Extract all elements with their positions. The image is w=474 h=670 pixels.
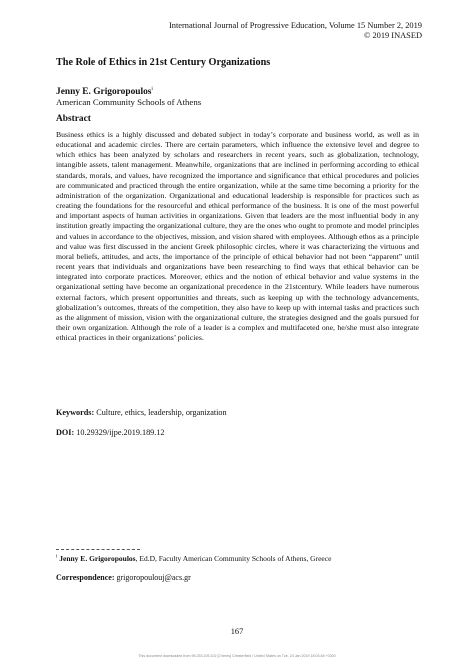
author-line [56, 86, 153, 97]
author-affiliation: American Community Schools of Athens [56, 97, 202, 107]
abstract-heading: Abstract [56, 114, 91, 124]
doi-label: DOI: [56, 428, 75, 437]
author-footnote-marker: i [151, 86, 153, 92]
correspondence-email[interactable]: grigoropoulouj@acs.gr [116, 573, 191, 582]
abstract-text: Business ethics is a highly discussed and debated subject in today’s corporate and business world, as well as in educational and academic circles. There are certain parameters, which influence the extensive level and degree to which ethics has been analyzed by scholars and researchers in recent years, such as globalization, technology, intangible assets, talent management. Meanwhile, organizations that are inclined in performing according to ethical standards, morals, and values, have recognized the importance and significance that ethical procedures and policies are communicated and practiced through the entire organization, while at the same time becoming a priority for the administration of the organization. Organizational and educational leadership is responsible for practices such as creating the foundations for the resourceful and ethical performance of the business. It is one of the most powerful and important aspects of human activities in organizations. Given that leaders are the most influential body in any institution greatly impacting the organizational culture, they are the ones who ought to promote and model principles and values in accordance to the objectives, mission, and vision shared with employees. Although ethos as a principle and value was first discussed in the ancient Greek philosophic circles, where it was characterizing the virtuous and moral beliefs, attitudes, and acts, the importance of the principle of ethical behavior had not been “apparent” until recent years that individuals and organizations have been researching to find ways that ethical behavior can be integrated into corporate practices. Moreover, ethics and the notion of ethical behavior and value systems in the organizational setting have become an organizational precedence in the 21stcentury. While leaders have numerous external factors, which present opportunities and threats, such as keeping up with the technology advancements, globalization’s outcomes, threats of the competition, they also have to keep up with internal tasks and practices such as the alignment of mission, vision with the organizational culture, the strategies designed and the goals pursued for their own organization. Although the role of a leader is a complex and multifaceted one, he/she must also integrate ethical practices in their organizations’ policies. [56, 130, 419, 343]
journal-header [169, 21, 422, 41]
download-notice: This document downloaded from 96.253.105.102 [2 times] Chesterfield / United States on Tue, 24 Jan 2019 18:03:48 +0300 [138, 654, 336, 658]
page-number: 167 [230, 627, 244, 636]
keywords-label: Keywords: [56, 408, 95, 417]
correspondence-line [56, 573, 191, 582]
copyright-notice: © 2019 INASED [363, 31, 422, 40]
doi-value: 10.29329/ijpe.2019.189.12 [76, 428, 165, 437]
doi-line [56, 428, 165, 437]
footnote-divider [56, 549, 140, 550]
footnote-author-detail: , Ed.D, Faculty American Community Schools of Athens, Greece [135, 554, 332, 563]
footnote-author-name: Jenny E. Grigoropoulos [59, 554, 136, 563]
keywords-value: Culture, ethics, leadership, organization [96, 408, 227, 417]
author-name: Jenny E. Grigoropoulos [56, 87, 152, 98]
keywords-line [56, 408, 227, 417]
correspondence-label: Correspondence: [56, 573, 115, 582]
article-title: The Role of Ethics in 21st Century Organizations [56, 57, 271, 68]
journal-citation: International Journal of Progressive Education, Volume 15 Number 2, 2019 [169, 21, 422, 30]
author-footnote [56, 554, 331, 563]
footnote-marker: i [56, 554, 58, 560]
